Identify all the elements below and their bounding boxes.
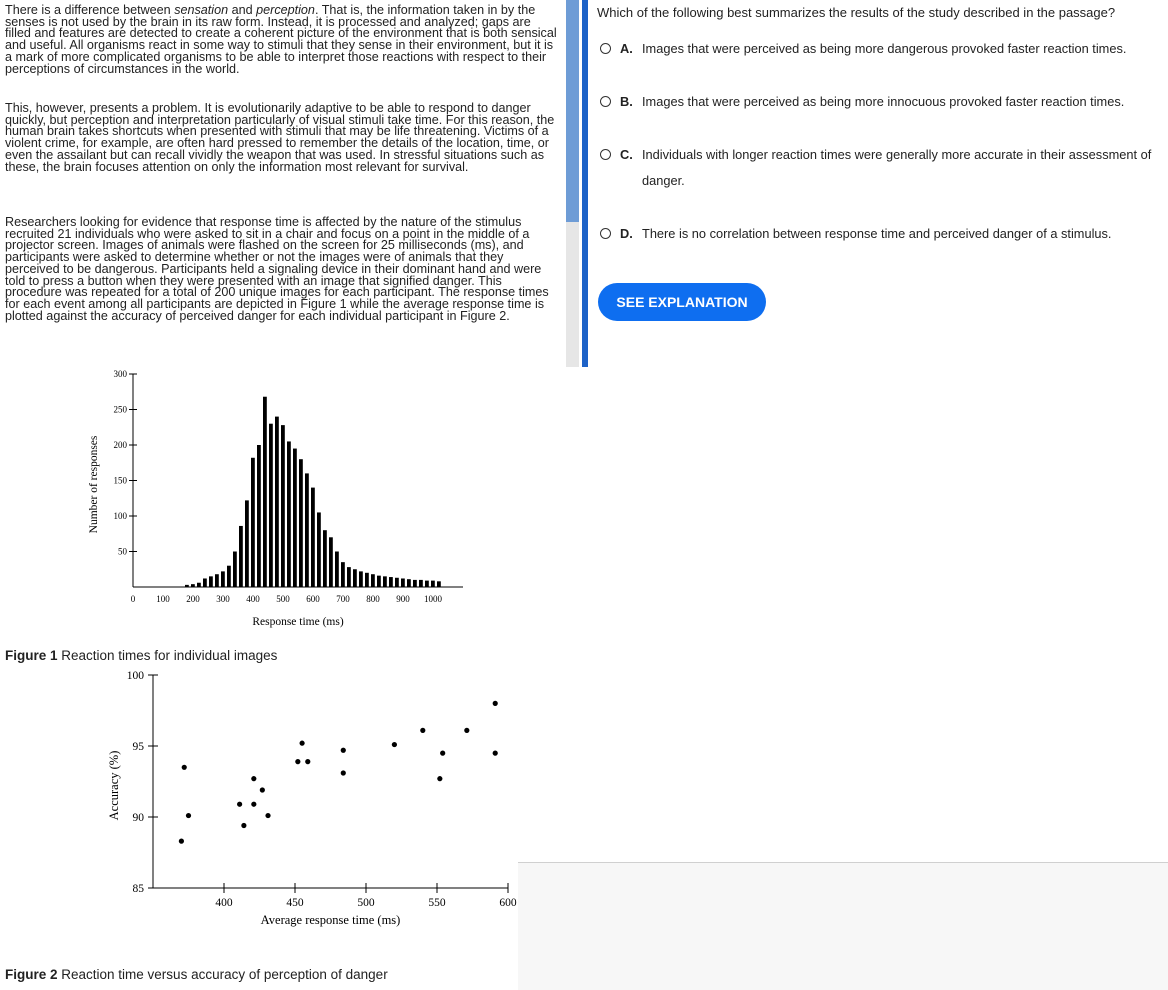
scatter-point [251, 802, 256, 807]
histogram-bar [227, 566, 231, 587]
y-axis-label: Accuracy (%) [107, 750, 121, 821]
y-tick-label: 150 [113, 475, 127, 486]
scatter-point [420, 728, 425, 733]
x-tick-label: 1000 [424, 594, 442, 604]
option-text: Images that were perceived as being more innocuous provoked faster reaction times. [642, 94, 1125, 109]
histogram-bar [437, 581, 441, 587]
question-prompt: Which of the following best summarizes the results of the study described in the passage? [597, 5, 1116, 20]
radio-button-icon[interactable] [600, 43, 611, 54]
histogram-bar [209, 576, 213, 587]
x-tick-label: 900 [396, 594, 410, 604]
histogram-bar [185, 585, 189, 587]
figure-2-scatter [100, 662, 530, 932]
histogram-bar [293, 449, 297, 587]
histogram-bar [329, 537, 333, 587]
x-tick-label: 400 [215, 897, 233, 909]
x-tick-label: 500 [276, 594, 290, 604]
y-tick-label: 85 [132, 883, 144, 895]
scatter-point [440, 751, 445, 756]
scatter-point [265, 813, 270, 818]
figure-1-histogram [80, 365, 480, 630]
y-axis-label: Number of responses [88, 435, 100, 534]
histogram-bar [413, 580, 417, 587]
x-tick-label: 550 [428, 897, 446, 909]
option-letter: C. [620, 147, 633, 162]
histogram-bar [347, 567, 351, 587]
option-letter: B. [620, 94, 633, 109]
histogram-bar [305, 473, 309, 587]
y-tick-label: 95 [132, 741, 144, 753]
scatter-point [186, 813, 191, 818]
scatter-point [493, 751, 498, 756]
x-axis-label: Average response time (ms) [260, 913, 401, 927]
x-tick-label: 100 [156, 594, 170, 604]
histogram-bar [275, 417, 279, 587]
histogram-bar [371, 574, 375, 587]
histogram-bar [215, 574, 219, 587]
passage-scrollbar-thumb[interactable] [566, 0, 579, 222]
histogram-bar [311, 488, 315, 587]
scatter-point [341, 770, 346, 775]
passage-paragraph-3: Researchers looking for evidence that response time is affected by the nature of the stimulus recruited 21 individuals who were asked to sit in a chair and focus on a point in the middle of a projector screen. Images of animals were flashed on the screen for 25 milliseconds (ms), and participants were asked to determine whether or not the images were of animals that they perceived to be dangerous. Participants held a signaling device in their dominant hand and were told to press a button when they were presented with an image that signified danger. This procedure was repeated for a total of 200 unique images for each participant. The response times for each event among all participants are depicted in Figure 1 while the average response time is plotted against the accuracy of perceived danger for each individual participant in Figure 2. [5, 215, 549, 323]
histogram-bar [407, 579, 411, 587]
radio-button-icon[interactable] [600, 149, 611, 160]
scatter-point [260, 787, 265, 792]
histogram-bar [431, 581, 435, 587]
x-tick-label: 700 [336, 594, 350, 604]
histogram-bar [191, 584, 195, 587]
scatter-point [493, 701, 498, 706]
x-tick-label: 800 [366, 594, 380, 604]
see-explanation-button[interactable]: SEE EXPLANATION [598, 283, 766, 321]
scatter-point [179, 839, 184, 844]
figure-1-caption-label: Figure 1 [5, 648, 58, 663]
radio-button-icon[interactable] [600, 228, 611, 239]
option-letter: D. [620, 226, 633, 241]
x-tick-label: 450 [286, 897, 304, 909]
scatter-point [251, 776, 256, 781]
passage-pane[interactable] [0, 0, 566, 990]
figure-2-caption-text: Reaction time versus accuracy of perception of danger [57, 967, 388, 982]
x-tick-label: 300 [216, 594, 230, 604]
figure-1-caption [5, 648, 277, 663]
scatter-point [437, 776, 442, 781]
y-tick-label: 100 [126, 670, 144, 682]
histogram-bar [287, 441, 291, 587]
scatter-point [464, 728, 469, 733]
x-tick-label: 400 [246, 594, 260, 604]
scatter-point [341, 748, 346, 753]
figure-1-caption-text: Reaction times for individual images [57, 648, 278, 663]
histogram-bar [233, 552, 237, 588]
figure-2-caption-label: Figure 2 [5, 967, 58, 982]
passage-paragraph-2: This, however, presents a problem. It is evolutionarily adaptive to be able to respond to danger quickly, but perception and interpretation particularly of visual stimuli take time. For this reason, the human brain takes shortcuts when presented with stimuli that may be life threatening. Victims of a violent crime, for example, are often hard pressed to remember the details of the location, time, or even the assailant but can recall vividly the weapon that was used. In stressful situations such as these, the brain focuses attention on only the information most relevant for survival. [5, 101, 555, 174]
histogram-bar [221, 571, 225, 587]
scatter-point [237, 802, 242, 807]
text-run: . That is, the information taken in by the senses is not used by the brain in its raw form. Instead, it is processed and analyzed; gaps are filled and features are detected to create a coherent picture of the environment that is both sensical and useful. All organisms react in some way to stimuli that they sense in their environment, but it is a mark of more complicated organisms to be able to interpret those reactions with respect to their perceptions of circumstances in the world. [5, 3, 557, 76]
x-tick-label: 0 [130, 594, 136, 604]
histogram-bar [317, 512, 321, 587]
histogram-bar [377, 576, 381, 587]
histogram-bar [401, 578, 405, 587]
histogram-bar [353, 569, 357, 587]
option-text: Individuals with longer reaction times were generally more accurate in their assessment of danger. [642, 147, 1152, 188]
option-text: There is no correlation between response time and perceived danger of a stimulus. [642, 226, 1112, 241]
scatter-point [295, 759, 300, 764]
figure-2-caption [5, 967, 388, 982]
histogram-bar [335, 552, 339, 588]
y-tick-label: 300 [113, 369, 127, 379]
y-tick-label: 50 [118, 546, 127, 557]
y-tick-label: 200 [113, 440, 127, 450]
y-tick-label: 90 [132, 812, 144, 824]
histogram-bar [395, 578, 399, 587]
histogram-bar [389, 577, 393, 587]
x-tick-label: 200 [186, 594, 200, 604]
histogram-bar [341, 562, 345, 587]
histogram-bar [257, 445, 261, 587]
histogram-bar [425, 581, 429, 587]
italic-term: perception [256, 3, 315, 17]
histogram-bar [197, 583, 201, 587]
histogram-bar [299, 459, 303, 587]
histogram-bar [323, 530, 327, 587]
histogram-bar [245, 500, 249, 587]
histogram-bar [239, 526, 243, 587]
scatter-point [241, 823, 246, 828]
histogram-bar [251, 458, 255, 587]
pane-divider [582, 0, 588, 367]
option-text: Images that were perceived as being more dangerous provoked faster reaction times. [642, 41, 1127, 56]
histogram-bar [383, 576, 387, 587]
histogram-bar [281, 425, 285, 587]
radio-button-icon[interactable] [600, 96, 611, 107]
bottom-panel [518, 863, 1168, 990]
y-tick-label: 250 [113, 404, 127, 415]
histogram-bar [263, 397, 267, 587]
histogram-bar [365, 573, 369, 587]
scatter-point [182, 765, 187, 770]
x-tick-label: 600 [306, 594, 320, 604]
scatter-point [300, 741, 305, 746]
histogram-bar [419, 580, 423, 587]
scatter-point [305, 759, 310, 764]
histogram-bar [359, 571, 363, 587]
text-run: and [228, 3, 257, 17]
option-letter: A. [620, 41, 633, 56]
passage-paragraph-1 [5, 5, 560, 75]
x-axis-label: Response time (ms) [252, 616, 344, 628]
scatter-point [392, 742, 397, 747]
y-tick-label: 100 [113, 511, 127, 521]
histogram-bar [203, 578, 207, 587]
x-tick-label: 600 [499, 897, 517, 909]
text-run: There is a difference between [5, 3, 175, 17]
x-tick-label: 500 [357, 897, 375, 909]
italic-term: sensation [174, 3, 229, 17]
histogram-bar [269, 424, 273, 587]
